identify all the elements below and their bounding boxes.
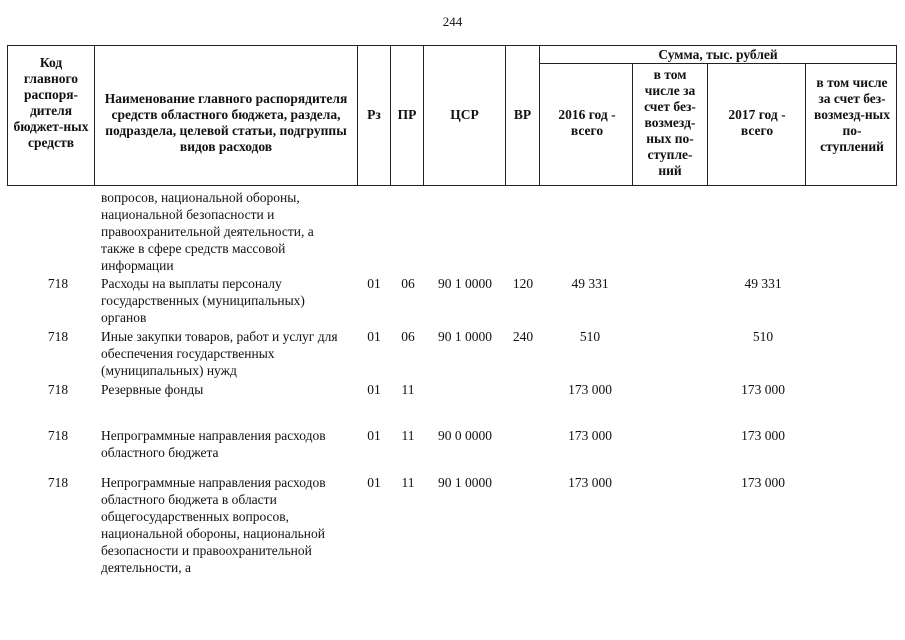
table-row-name: Иные закупки товаров, работ и услуг для обеспечения государственных (муниципальных) нужд (101, 329, 338, 378)
table-row-rz: 01 (367, 276, 381, 291)
table-row-sum-2016: 510 (579, 329, 601, 344)
header-2016-grants: в том числе за счет без-возмезд-ных по-ступле-ний (644, 67, 696, 178)
header-code: Код главного распоря-дителя бюджет-ных средств (13, 55, 89, 150)
table-row-rz: 01 (367, 382, 381, 397)
table-row-sum-2017: 173 000 (741, 428, 785, 443)
table-row-name: вопросов, национальной обороны, национальной безопасности и правоохранительной деятельности, а также в сфере средств массовой информации (101, 190, 314, 273)
table-row-sum-2017: 49 331 (744, 276, 782, 291)
header-2017-total: 2017 год - всего (728, 107, 786, 138)
table-row-sum-2016: 173 000 (568, 428, 612, 443)
table-row-sum-2016: 173 000 (568, 382, 612, 397)
table-row-sum-2016: 173 000 (568, 475, 612, 490)
table-row-name: Непрограммные направления расходов областного бюджета в области общегосударственных вопросов, национальной обороны, национальной безопасности и правоохранительной деятельности, а (101, 475, 326, 575)
table-row-csr: 90 1 0000 (438, 475, 492, 490)
header-csr: ЦСР (450, 107, 479, 122)
page-number: 244 (442, 14, 463, 29)
table-row-vr: 120 (512, 276, 534, 291)
table-row-csr: 90 1 0000 (438, 329, 492, 344)
table-row-name: Непрограммные направления расходов областного бюджета (101, 428, 326, 460)
table-row-vr: 240 (512, 329, 534, 344)
table-row-pr: 11 (401, 382, 415, 397)
table-row-sum-2017: 173 000 (741, 475, 785, 490)
table-row-pr: 06 (401, 329, 415, 344)
header-rz: Рз (367, 107, 381, 122)
table-header (7, 45, 897, 186)
table-row-csr: 90 0 0000 (438, 428, 492, 443)
header-name: Наименование главного распорядителя средств областного бюджета, раздела, подраздела, целевой статьи, подгруппы видов расходов (104, 91, 348, 154)
table-row-rz: 01 (367, 329, 381, 344)
table-row-sum-2016: 49 331 (571, 276, 609, 291)
table-row-code: 718 (47, 276, 69, 291)
header-sum: Сумма, тыс. рублей (658, 47, 778, 62)
table-row-sum-2017: 173 000 (741, 382, 785, 397)
table-row-code: 718 (47, 428, 69, 443)
table-row-sum-2017: 510 (752, 329, 774, 344)
table-row-pr: 06 (401, 276, 415, 291)
table-row-name: Резервные фонды (101, 382, 204, 397)
table-row-code: 718 (47, 382, 69, 397)
table-row-csr: 90 1 0000 (438, 276, 492, 291)
table-row-code: 718 (47, 329, 69, 344)
table-row-pr: 11 (401, 428, 415, 443)
table-row-rz: 01 (367, 428, 381, 443)
header-vr: ВР (513, 107, 532, 122)
header-2016-total: 2016 год - всего (558, 107, 616, 138)
table-row-rz: 01 (367, 475, 381, 490)
table-row-pr: 11 (401, 475, 415, 490)
header-pr: ПР (397, 107, 417, 122)
table-row-name: Расходы на выплаты персоналу государственных (муниципальных) органов (101, 276, 305, 325)
table-row-code: 718 (47, 475, 69, 490)
header-2017-grants: в том числе за счет без-возмезд-ных по-ступлений (814, 75, 890, 154)
